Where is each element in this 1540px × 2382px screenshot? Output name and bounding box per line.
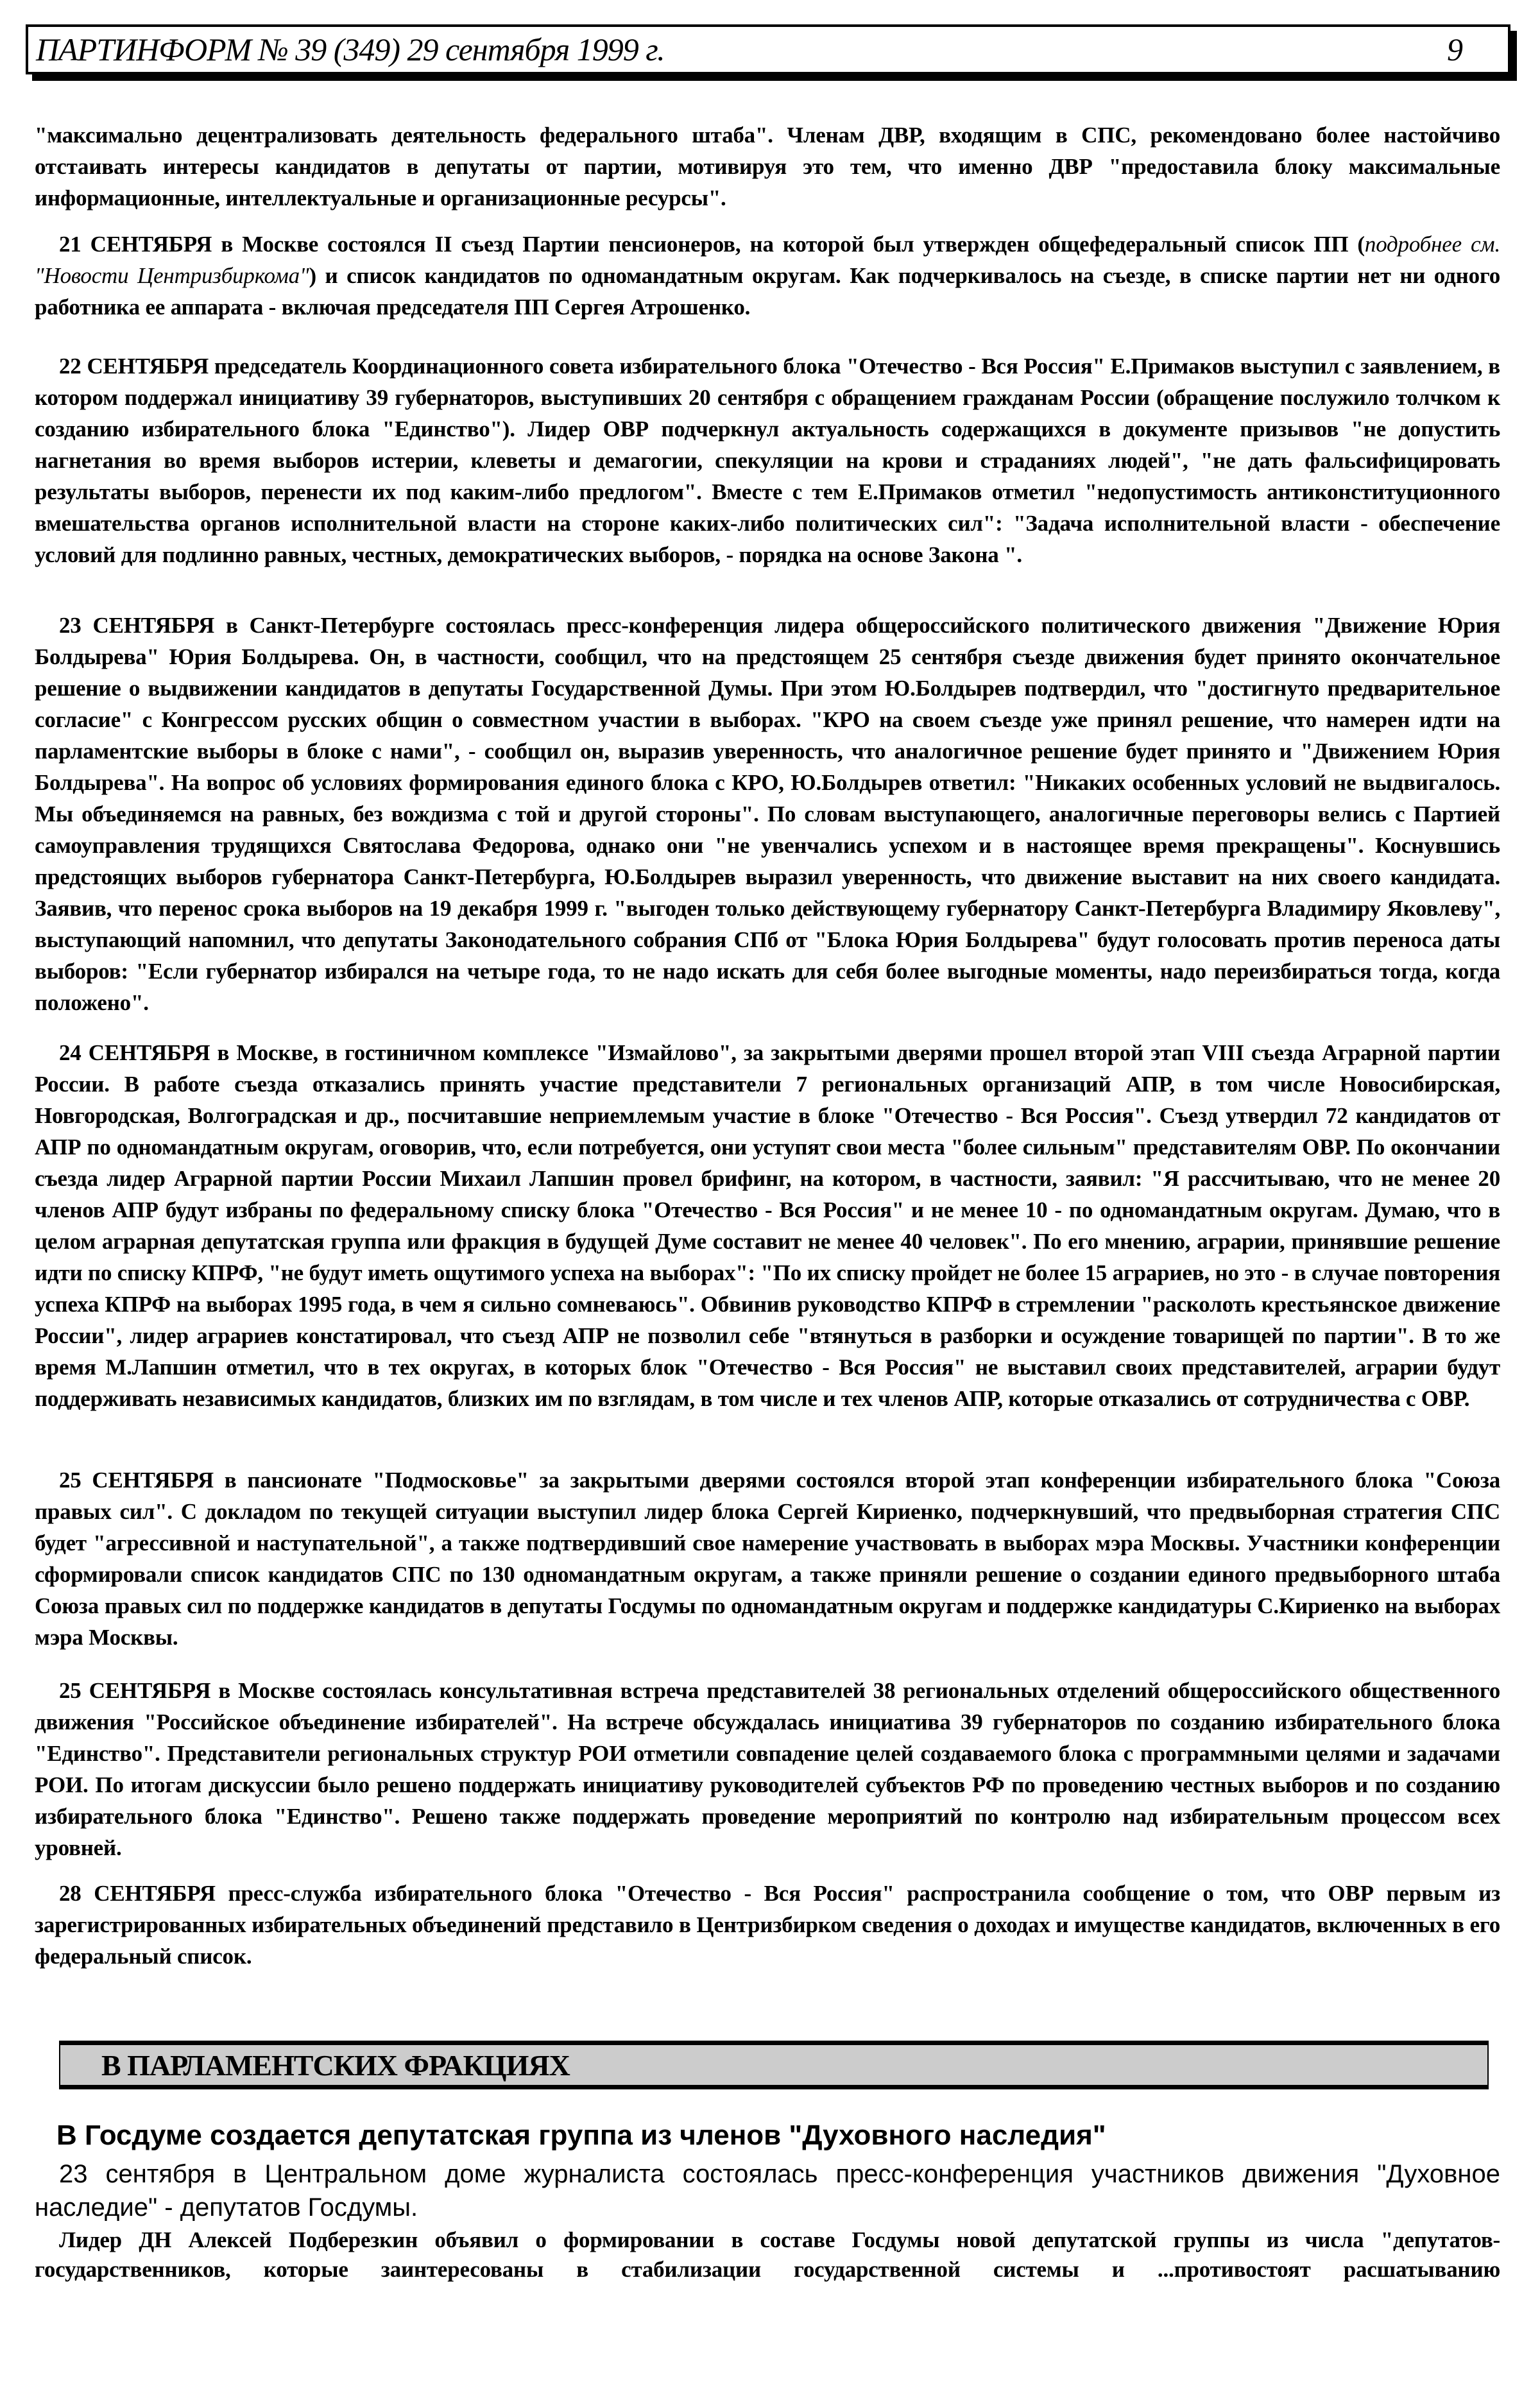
paragraph-sep-23: 23 СЕНТЯБРЯ в Санкт-Петербурге состоялась пресс-конференция лидера общероссийского политического движения "Движение Юрия Болдырева" Юрия Болдырева. Он, в частности, сообщил, что на предстоящем 25 сентября съезде движения будет принято окончательное решение о выдвижении кандидатов в депутаты Государственной Думы. При этом Ю.Болдырев подтвердил, что "достигнуто предварительное согласие" с Конгрессом русских общин о совместном участии в выборах. "КРО на своем съезде уже принял решение, что намерен идти на парламентские выборы в блоке с нами", - сообщил он, выразив уверенность, что аналогичное решение будет принято и "Движением Юрия Болдырева". На вопрос об условиях формирования единого блока с КРО, Ю.Болдырев ответил: "Никаких особенных условий не выдвигалось. Мы объединяемся на равных, без вождизма с той и другой стороны". По словам выступающего, аналогичные переговоры велись с Партией самоуправления трудящихся Святослава Федорова, однако они "не увенчались успехом и в настоящее время прекращены". Коснувшись предстоящих выборов губернатора Санкт-Петербурга, Ю.Болдырев выразил уверенность, что движение выставит на них своего кандидата. Заявив, что перенос срока выборов на 19 декабря 1999 г. "выгоден только действующему губернатору Санкт-Петербурга Владимиру Яковлеву", выступающий напомнил, что депутаты Законодательного собрания СПб от "Блока Юрия Болдырева" будут голосовать против переноса даты выборов: "Если губернатор избирался на четыре года, то не надо искать для себя более выгодные моменты, надо переизбираться тогда, когда положено". [35,613,1500,1015]
paragraph-sep-25-sps: 25 СЕНТЯБРЯ в пансионате "Подмосковье" за закрытыми дверями состоялся второй этап конференции избирательного блока "Союза правых сил". С докладом по текущей ситуации выступил лидер блока Сергей Кириенко, подчеркнувший, что предвыборная стратегия СПС будет "агрессивной и наступательной", а также подтвердивший свое намерение участвовать в выборах мэра Москвы. Участники конференции сформировали список кандидатов СПС по 130 одномандатным округам, а также приняли решение о создании единого предвыборного штаба Союза правых сил по поддержке кандидатов в депутаты Госдумы по одномандатным округам и поддержке кандидатуры С.Кириенко на выборах мэра Москвы. [35,1468,1500,1650]
paragraph-sep-22: 22 СЕНТЯБРЯ председатель Координационного совета избирательного блока "Отечество - Вся Россия" Е.Примаков выступил с заявлением, в котором поддержал инициативу 39 губернаторов, выступивших 20 сентября с обращением гражданам России (обращение послужило толчком к созданию избирательного блока "Единство"). Лидер ОВР подчеркнул актуальность содержащихся в документе призывов "не допустить нагнетания во время выборов истерии, клеветы и демагогии, спекуляции на крови и страданиях людей", "не дать фальсифицировать результаты выборов, перенести их под каким-либо предлогом". Вместе с тем Е.Примаков отметил "недопустимость антиконституционного вмешательства органов исполнительной власти на стороне каких-либо политических сил": "Задача исполнительной власти - обеспечение условий для подлинно равных, честных, демократических выборов, - порядка на основе Закона ". [35,354,1500,567]
publication-title: ПАРТИНФОРМ № 39 (349) 29 сентября 1999 г. [36,31,665,67]
paragraph-text: 21 СЕНТЯБРЯ в Москве состоялся II съезд Партии пенсионеров, на которой был утвержден общефедеральный список ПП ( [59,232,1365,257]
article-body: Лидер ДН Алексей Подберезкин объявил о формировании в составе Госдумы новой депутатской группы из числа "депутатов-государственников, которые заинтересованы в стабилизации государственной системы и ...противостоят расшатыванию [35,2227,1500,2282]
paragraph-text: ) и список кандидатов по одномандатным округам. Как подчеркивалось на съезде, в списке партии нет ни одного работника ее аппарата - включая председателя ПП Сергея Атрошенко. [35,263,1500,320]
paragraph-sep-25-roi: 25 СЕНТЯБРЯ в Москве состоялась консультативная встреча представителей 38 региональных отделений общероссийского общественного движения "Российское объединение избирателей". На встрече обсуждалась инициатива 39 губернаторов по созданию избирательного блока "Единство". Представители региональных структур РОИ отметили совпадение целей создаваемого блока с программными целями и задачами РОИ. По итогам дискуссии было решено поддержать инициативу руководителей субъектов РФ по проведению честных выборов и по созданию избирательного блока "Единство". Решено также поддержать проведение мероприятий по контролю над избирательным процессом всех уровней. [35,1678,1500,1860]
paragraph-sep-28: 28 СЕНТЯБРЯ пресс-служба избирательного блока "Отечество - Вся Россия" распространила сообщение о том, что ОВР первым из зарегистрированных избирательных объединений представило в Центризбирком сведения о доходах и имуществе кандидатов, включенных в его федеральный список. [35,1881,1500,1969]
paragraph-italic-reference: подробнее см. "Новости Центризбиркома" [35,232,1500,288]
article-lead: 23 сентября в Центральном доме журналиста состоялась пресс-конференция участников движения "Духовное наследие" - депутатов Госдумы. [35,2160,1500,2222]
paragraph-sep-24: 24 СЕНТЯБРЯ в Москве, в гостиничном комплексе "Измайлово", за закрытыми дверями прошел второй этап VIII съезда Аграрной партии России. В работе съезда отказались принять участие представители 7 региональных организаций АПР, в том числе Новосибирская, Новгородская, Волгоградская и др., посчитавшие неприемлемым участие в блоке "Отечество - Вся Россия". Съезд утвердил 72 кандидатов от АПР по одномандатным округам, оговорив, что, если потребуется, они уступят свои места "более сильным" представителям ОВР. По окончании съезда лидер Аграрной партии России Михаил Лапшин провел брифинг, на котором, в частности, заявил: "Я рассчитываю, что не менее 20 членов АПР будут избраны по федеральному списку блока "Отечество - Вся Россия" и не менее 10 - по одномандатным округам. Думаю, что в целом аграрная депутатская группа или фракция в будущей Думе составит не менее 40 человек". По его мнению, аграрии, принявшие решение идти по списку КПРФ, "не будут иметь ощутимого успеха на выборах": "По их списку пройдет не более 15 аграриев, но это - в случае повторения успеха КПРФ на выборах 1995 года, в чем я сильно сомневаюсь". Обвинив руководство КПРФ в стремлении "расколоть крестьянское движение России", лидер аграриев констатировал, что съезд АПР не позволил себе "втянуться в разборки и осуждение товарищей по партии". В то же время М.Лапшин отметил, что в тех округах, в которых блок "Отечество - Вся Россия" не выставил своих представителей, аграрии будут поддерживать независимых кандидатов, близких им по взглядам, в том числе и тех членов АПР, которые отказались от сотрудничества с ОВР. [35,1040,1501,1411]
paragraph-continuation: "максимально децентрализовать деятельность федерального штаба". Членам ДВР, входящим в СПС, рекомендовано более настойчиво отстаивать интересы кандидатов в депутаты от партии, мотивируя это тем, что именно ДВР "предоставила блоку максимальные информационные, интеллектуальные и организационные ресурсы". [35,123,1500,210]
page-number: 9 [1447,31,1463,67]
paragraph-sep-21 [35,228,1500,323]
article-heading: В Госдуме создается депутатская группа из членов "Духовного наследия" [56,2120,1106,2151]
section-title: В ПАРЛАМЕНТСКИХ ФРАКЦИЯХ [101,2049,570,2082]
page-header [26,24,1510,74]
section-banner [59,2041,1489,2089]
